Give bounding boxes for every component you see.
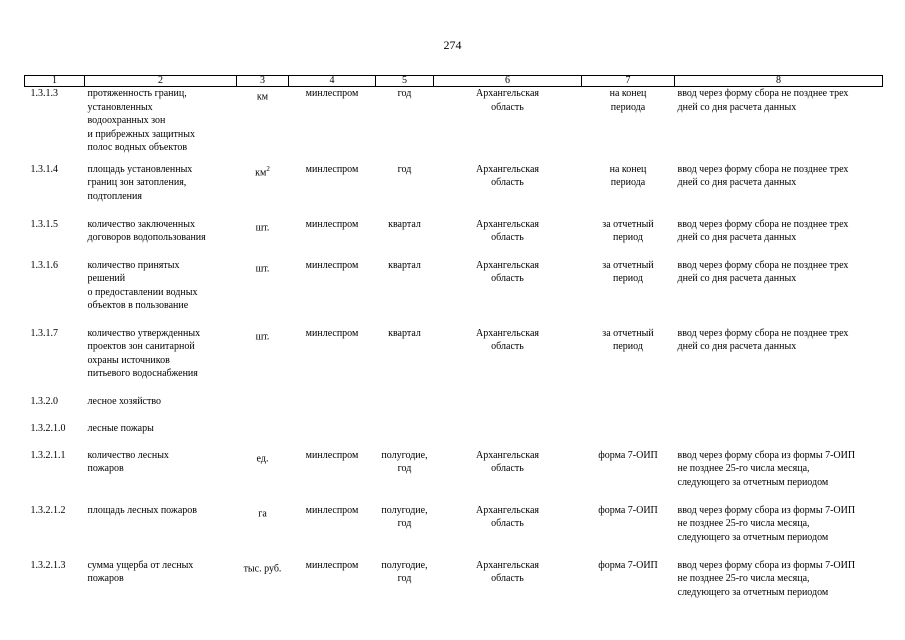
row-period-cell bbox=[376, 559, 434, 608]
row-agency: минлеспром bbox=[305, 218, 359, 230]
row-indicator-name: количество лесных пожаров bbox=[87, 449, 169, 474]
row-method: ввод через форму сбора из формы 7-ОИП не позднее 25-го числа месяца, следующего за отчетным периодом bbox=[677, 559, 856, 598]
row-region-cell bbox=[434, 163, 582, 218]
row-region-cell bbox=[434, 327, 582, 395]
row-period-cell bbox=[376, 163, 434, 218]
row-period-cell bbox=[376, 87, 434, 163]
row-unit: га bbox=[258, 507, 267, 519]
row-moment: за отчетный период bbox=[602, 259, 654, 284]
column-number: 8 bbox=[675, 76, 883, 87]
row-unit-cell bbox=[237, 259, 289, 327]
row-moment-cell bbox=[582, 422, 675, 449]
row-period-cell bbox=[376, 259, 434, 327]
row-method-cell bbox=[675, 559, 883, 608]
row-agency-cell bbox=[289, 395, 376, 422]
row-moment-cell bbox=[582, 449, 675, 504]
row-region-cell bbox=[434, 259, 582, 327]
row-unit: шт. bbox=[255, 262, 270, 274]
row-unit-cell bbox=[237, 395, 289, 422]
row-unit: шт. bbox=[255, 330, 270, 342]
row-region-cell bbox=[434, 422, 582, 449]
row-code: 1.3.1.5 bbox=[30, 218, 58, 230]
row-indicator-name-cell bbox=[85, 449, 237, 504]
row-code-cell bbox=[25, 218, 85, 259]
row-code-cell bbox=[25, 559, 85, 608]
row-code: 1.3.2.1.2 bbox=[30, 504, 66, 516]
row-agency-cell bbox=[289, 218, 376, 259]
row-period-cell bbox=[376, 449, 434, 504]
row-method: ввод через форму сбора не позднее трех дней со дня расчета данных bbox=[677, 218, 849, 243]
row-method: ввод через форму сбора из формы 7-ОИП не позднее 25-го числа месяца, следующего за отчетным периодом bbox=[677, 504, 856, 543]
row-region: Архангельская область bbox=[475, 88, 540, 113]
row-moment-cell bbox=[582, 395, 675, 422]
row-indicator-name-cell bbox=[85, 504, 237, 559]
row-unit: тыс. руб. bbox=[243, 562, 282, 574]
table-row bbox=[25, 395, 883, 422]
row-method-cell bbox=[675, 327, 883, 395]
row-agency: минлеспром bbox=[305, 449, 359, 461]
row-indicator-name: лесное хозяйство bbox=[87, 395, 162, 407]
table-row bbox=[25, 163, 883, 218]
row-unit: ед. bbox=[256, 452, 269, 464]
row-moment: за отчетный период bbox=[602, 327, 654, 352]
row-moment: за отчетный период bbox=[602, 218, 654, 243]
row-method-cell bbox=[675, 87, 883, 163]
row-indicator-name: площадь установленных границ зон затопления, подтопления bbox=[87, 163, 193, 202]
row-indicator-name-cell bbox=[85, 87, 237, 163]
row-unit: шт. bbox=[255, 221, 270, 233]
row-region: Архангельская область bbox=[475, 163, 540, 188]
table-row bbox=[25, 449, 883, 504]
row-code: 1.3.1.4 bbox=[30, 163, 58, 175]
row-indicator-name-cell bbox=[85, 163, 237, 218]
row-period: полугодие, год bbox=[381, 559, 428, 584]
row-code: 1.3.2.1.1 bbox=[30, 449, 66, 461]
row-unit-cell bbox=[237, 163, 289, 218]
row-indicator-name-cell bbox=[85, 259, 237, 327]
row-code: 1.3.2.1.0 bbox=[30, 422, 66, 434]
row-method-cell bbox=[675, 163, 883, 218]
row-indicator-name-cell bbox=[85, 422, 237, 449]
row-indicator-name: площадь лесных пожаров bbox=[87, 504, 197, 516]
row-period-cell bbox=[376, 327, 434, 395]
row-region: Архангельская область bbox=[475, 449, 540, 474]
row-method: ввод через форму сбора не позднее трех дней со дня расчета данных bbox=[677, 88, 849, 113]
row-indicator-name: количество заключенных договоров водопользования bbox=[87, 218, 206, 243]
row-moment-cell bbox=[582, 87, 675, 163]
row-agency: минлеспром bbox=[305, 504, 359, 516]
row-indicator-name: протяженность границ, установленных водоохранных зон и прибрежных защитных полос водных объектов bbox=[87, 88, 195, 153]
row-unit: км bbox=[256, 91, 269, 103]
row-agency: минлеспром bbox=[305, 327, 359, 339]
row-period-cell bbox=[376, 218, 434, 259]
row-code-cell bbox=[25, 87, 85, 163]
row-agency: минлеспром bbox=[305, 559, 359, 571]
row-unit-cell bbox=[237, 422, 289, 449]
row-period-cell bbox=[376, 422, 434, 449]
row-code-cell bbox=[25, 163, 85, 218]
column-number: 7 bbox=[582, 76, 675, 87]
row-code-cell bbox=[25, 327, 85, 395]
row-region: Архангельская область bbox=[475, 259, 540, 284]
row-moment-cell bbox=[582, 163, 675, 218]
table-row bbox=[25, 559, 883, 608]
row-agency-cell bbox=[289, 87, 376, 163]
table-row bbox=[25, 87, 883, 163]
row-method-cell bbox=[675, 218, 883, 259]
row-unit-cell bbox=[237, 449, 289, 504]
table-row bbox=[25, 327, 883, 395]
row-period: полугодие, год bbox=[381, 449, 428, 474]
row-indicator-name-cell bbox=[85, 218, 237, 259]
table-row bbox=[25, 259, 883, 327]
row-agency-cell bbox=[289, 327, 376, 395]
row-period-cell bbox=[376, 504, 434, 559]
row-region-cell bbox=[434, 559, 582, 608]
row-moment-cell bbox=[582, 504, 675, 559]
row-method: ввод через форму сбора не позднее трех дней со дня расчета данных bbox=[677, 327, 849, 352]
row-method-cell bbox=[675, 449, 883, 504]
row-indicator-name: количество утвержденных проектов зон санитарной охраны источников питьевого водоснабжения bbox=[87, 327, 201, 379]
row-unit-cell bbox=[237, 218, 289, 259]
row-indicator-name-cell bbox=[85, 559, 237, 608]
row-code-cell bbox=[25, 422, 85, 449]
column-number: 2 bbox=[85, 76, 237, 87]
row-moment: форма 7-ОИП bbox=[598, 449, 658, 461]
row-indicator-name: сумма ущерба от лесных пожаров bbox=[87, 559, 194, 584]
row-method-cell bbox=[675, 504, 883, 559]
row-indicator-name-cell bbox=[85, 327, 237, 395]
row-period: квартал bbox=[388, 218, 421, 230]
column-number: 6 bbox=[434, 76, 582, 87]
row-method-cell bbox=[675, 422, 883, 449]
row-code-cell bbox=[25, 504, 85, 559]
row-moment: на конец периода bbox=[609, 88, 647, 113]
row-method: ввод через форму сбора из формы 7-ОИП не позднее 25-го числа месяца, следующего за отчетным периодом bbox=[677, 449, 856, 488]
row-moment-cell bbox=[582, 218, 675, 259]
row-unit-cell bbox=[237, 327, 289, 395]
row-method-cell bbox=[675, 259, 883, 327]
table-row bbox=[25, 218, 883, 259]
row-indicator-name-cell bbox=[85, 395, 237, 422]
row-indicator-name: лесные пожары bbox=[87, 422, 154, 434]
row-region: Архангельская область bbox=[475, 218, 540, 243]
row-code: 1.3.1.7 bbox=[30, 327, 58, 339]
row-code-cell bbox=[25, 449, 85, 504]
row-moment-cell bbox=[582, 327, 675, 395]
row-region-cell bbox=[434, 395, 582, 422]
column-number: 4 bbox=[289, 76, 376, 87]
row-method: ввод через форму сбора не позднее трех дней со дня расчета данных bbox=[677, 259, 849, 284]
row-code-cell bbox=[25, 259, 85, 327]
row-indicator-name: количество принятых решений о предоставлении водных объектов в пользование bbox=[87, 259, 198, 311]
column-number: 3 bbox=[237, 76, 289, 87]
row-moment: на конец периода bbox=[609, 163, 647, 188]
row-method-cell bbox=[675, 395, 883, 422]
row-agency-cell bbox=[289, 559, 376, 608]
page-number: 274 bbox=[443, 38, 462, 52]
row-agency-cell bbox=[289, 504, 376, 559]
row-unit-cell bbox=[237, 504, 289, 559]
row-agency-cell bbox=[289, 259, 376, 327]
row-agency-cell bbox=[289, 422, 376, 449]
row-period: квартал bbox=[388, 327, 421, 339]
row-period: полугодие, год bbox=[381, 504, 428, 529]
row-method: ввод через форму сбора не позднее трех дней со дня расчета данных bbox=[677, 163, 849, 188]
row-moment-cell bbox=[582, 259, 675, 327]
row-period-cell bbox=[376, 395, 434, 422]
row-period: год bbox=[397, 163, 412, 175]
row-unit-cell bbox=[237, 87, 289, 163]
row-agency: минлеспром bbox=[305, 163, 359, 175]
row-period: квартал bbox=[388, 259, 421, 271]
row-region-cell bbox=[434, 87, 582, 163]
row-region: Архангельская область bbox=[475, 559, 540, 584]
row-moment: форма 7-ОИП bbox=[598, 559, 658, 571]
row-region-cell bbox=[434, 218, 582, 259]
indicators-table bbox=[24, 75, 883, 608]
row-agency: минлеспром bbox=[305, 259, 359, 271]
unit-superscript: 2 bbox=[266, 164, 270, 173]
row-unit-cell bbox=[237, 559, 289, 608]
column-number: 5 bbox=[376, 76, 434, 87]
row-code: 1.3.2.1.3 bbox=[30, 559, 66, 571]
row-moment: форма 7-ОИП bbox=[598, 504, 658, 516]
row-period: год bbox=[397, 88, 412, 99]
row-unit: км bbox=[255, 166, 267, 178]
table-row bbox=[25, 504, 883, 559]
row-agency: минлеспром bbox=[305, 88, 359, 99]
row-region: Архангельская область bbox=[475, 504, 540, 529]
row-code-cell bbox=[25, 395, 85, 422]
row-moment-cell bbox=[582, 559, 675, 608]
row-code: 1.3.1.6 bbox=[30, 259, 58, 271]
column-number: 1 bbox=[25, 76, 85, 87]
row-code: 1.3.2.0 bbox=[30, 395, 58, 407]
table-row bbox=[25, 422, 883, 449]
row-agency-cell bbox=[289, 163, 376, 218]
row-region: Архангельская область bbox=[475, 327, 540, 352]
column-number-row bbox=[25, 76, 883, 87]
row-agency-cell bbox=[289, 449, 376, 504]
row-region-cell bbox=[434, 449, 582, 504]
row-code: 1.3.1.3 bbox=[30, 88, 58, 99]
row-region-cell bbox=[434, 504, 582, 559]
